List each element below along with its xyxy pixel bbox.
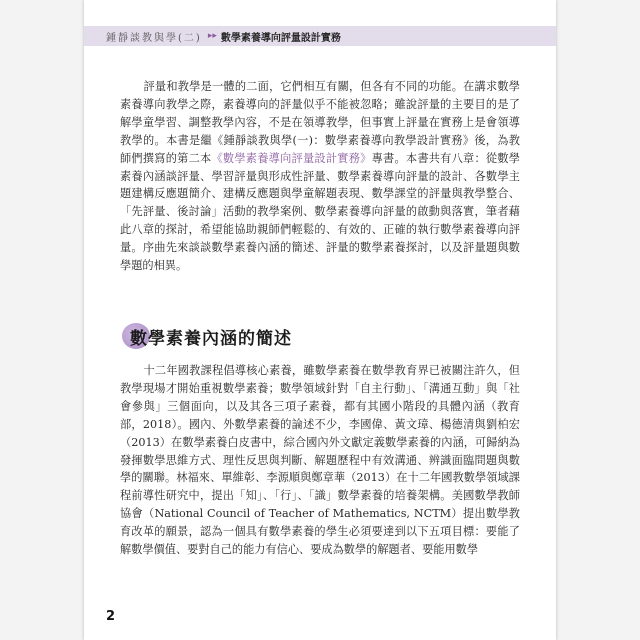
page-number: 2 bbox=[106, 609, 116, 624]
intro-paragraph bbox=[120, 78, 520, 275]
section-heading bbox=[122, 320, 342, 350]
running-header bbox=[84, 26, 556, 46]
section-paragraph: 十二年國教課程倡導核心素養，雖數學素養在數學教育界已被關注許久，但教學現場才開始重視數學素養；數學領域針對「自主行動」、「溝通互動」與「社會參與」三個面向，以及其各三項子素養，都有其國小階段的具體內涵（教育部，2018）。國內、外數學素養的論述不少，李國偉、黃文璋、楊德清與劉柏宏（2013）在數學素養白皮書中，綜合國內外文獻定義數學素養的內涵，可歸納為發揮數學思維方式、理性反思與判斷、解題歷程中有效溝通、辨識面臨問題與數學的關聯。林福來、單維彰、李源順與鄭章華（2013）在十二年國教數學領域課程前導性研究中，提出「知」、「行」、「識」數學素養的培養架構。美國數學教師協會（National Council of Teacher of Mathematics, NCTM）提出數學教育改革的願景，認為一個具有數學素養的學生必須要達到以下五項目標：要能了解數學價值、要對自己的能力有信心、要成為數學的解題者、要能用數學 bbox=[120, 364, 520, 557]
intro-text-b: 專書。本書共有八章：從數學素養內涵談評量、學習評量與形成性評量、數學素養導向評量的設計、各數學主題建構反應題簡介、建構反應題與學童解題表現、數學課堂的評量與教學整合、「先評量、後討論」活動的教學案例、數學素養導向評量的啟動與落實，筆者藉此八章的探討，希望能協助親師們輕鬆的、有效的、正確的執行數學素養導向評量。序曲先來談談數學素養內涵的簡述、評量的數學素養探討，以及評量題與數學題的相異。 bbox=[120, 151, 520, 273]
intro-text-a: 評量和教學是一體的二面，它們相互有關，但各有不同的功能。在講求數學素養導向教學之際，素養導向的評量似乎不能被忽略；雖說評量的主要目的是了解學童學習、調整教學內容，不是在領導教學，但事實上評量在實務上是會領導教學的。本書是繼《鍾靜談教與學(一)：數學素養導向教學設計實務》後，為教師們撰寫的第二本 bbox=[120, 80, 520, 165]
intro-book-title: 《數學素養導向評量設計實務》 bbox=[211, 151, 372, 165]
section-heading-text: 數學素養內涵的簡述 bbox=[130, 329, 292, 349]
header-chapter-title: 數學素養導向評量設計實務 bbox=[220, 32, 341, 44]
header-arrows-icon: ▸▸ bbox=[207, 31, 217, 41]
book-page bbox=[84, 0, 556, 640]
header-series-title: 鍾靜談教與學(二) bbox=[106, 32, 202, 44]
